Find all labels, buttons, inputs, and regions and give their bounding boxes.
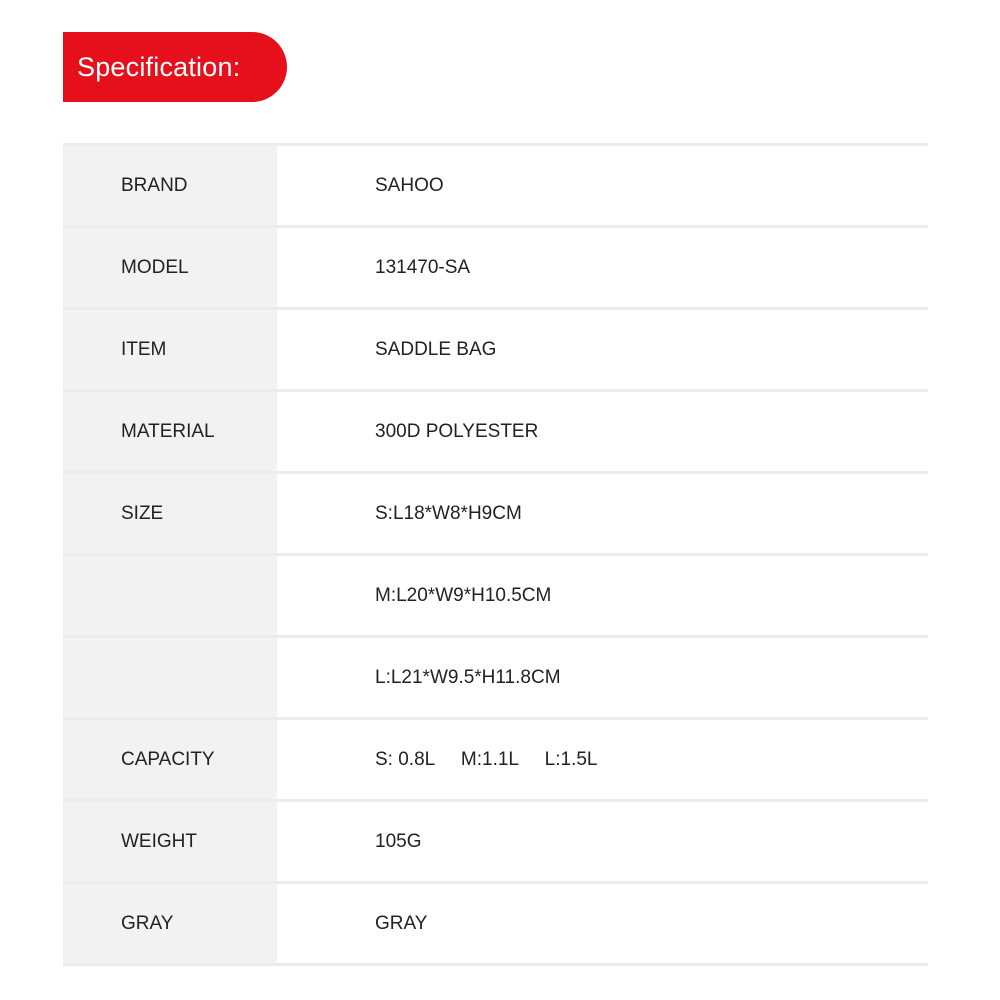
spec-value: M:L20*W9*H10.5CM <box>277 556 928 635</box>
spec-label: GRAY <box>63 884 277 963</box>
spec-row-model <box>63 225 928 307</box>
spec-value: L:L21*W9.5*H11.8CM <box>277 638 928 717</box>
spec-row-size-l <box>63 635 928 717</box>
spec-row-item <box>63 307 928 389</box>
spec-row-brand <box>63 143 928 225</box>
spec-label: ITEM <box>63 310 277 389</box>
spec-value: S: 0.8L M:1.1L L:1.5L <box>277 720 928 799</box>
spec-label: BRAND <box>63 146 277 225</box>
spec-label: WEIGHT <box>63 802 277 881</box>
spec-row-weight <box>63 799 928 881</box>
spec-row-size-s <box>63 471 928 553</box>
spec-label <box>63 638 277 717</box>
spec-value: 131470-SA <box>277 228 928 307</box>
spec-value: 300D POLYESTER <box>277 392 928 471</box>
spec-label: SIZE <box>63 474 277 553</box>
spec-value: GRAY <box>277 884 928 963</box>
spec-value: SADDLE BAG <box>277 310 928 389</box>
spec-label: MATERIAL <box>63 392 277 471</box>
spec-row-material <box>63 389 928 471</box>
spec-label: CAPACITY <box>63 720 277 799</box>
specification-header <box>63 32 287 102</box>
spec-table <box>63 143 928 966</box>
spec-label: MODEL <box>63 228 277 307</box>
spec-row-color <box>63 881 928 966</box>
specification-title: Specification: <box>77 51 241 82</box>
spec-row-size-m <box>63 553 928 635</box>
spec-value: S:L18*W8*H9CM <box>277 474 928 553</box>
spec-label <box>63 556 277 635</box>
spec-row-capacity <box>63 717 928 799</box>
spec-value: SAHOO <box>277 146 928 225</box>
spec-value: 105G <box>277 802 928 881</box>
